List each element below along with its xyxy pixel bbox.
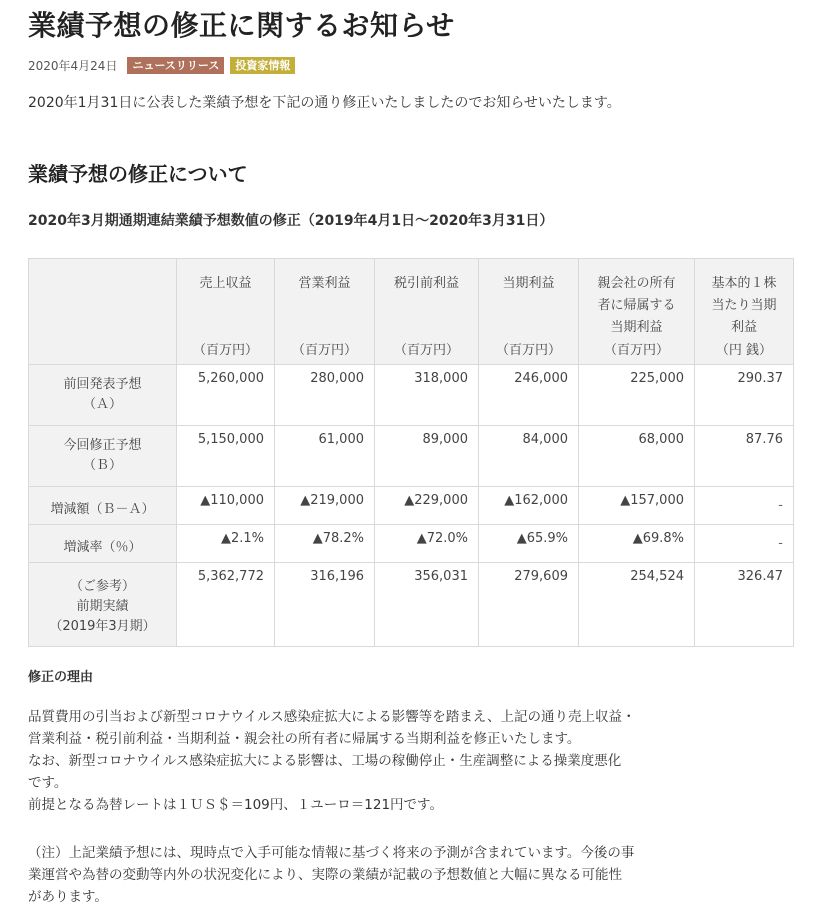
table-row [29, 525, 794, 563]
table-corner-cell [29, 259, 177, 365]
table-cell: 225,000 [579, 365, 695, 426]
table-cell: 356,031 [375, 563, 479, 647]
tag-investor-info[interactable]: 投資家情報 [230, 57, 295, 74]
publish-date: 2020年4月24日 [28, 58, 118, 73]
table-cell: 280,000 [275, 365, 375, 426]
reason-line: 営業利益・税引前利益・当期利益・親会社の所有者に帰属する当期利益を修正いたします。 [28, 731, 581, 747]
table-cell: 84,000 [479, 426, 579, 487]
table-cell: 5,362,772 [177, 563, 275, 647]
table-row [29, 365, 794, 426]
column-header: 親会社の所有 者に帰属する 当期利益 （百万円） [579, 259, 695, 365]
note-line: があります。 [28, 889, 108, 905]
table-cell: 326.47 [695, 563, 794, 647]
table-cell: 5,260,000 [177, 365, 275, 426]
row-header: 前回発表予想 （Ａ） [29, 365, 177, 426]
column-header: 営業利益 （百万円） [275, 259, 375, 365]
table-cell: ▲157,000 [579, 487, 695, 525]
column-unit: （円 銭） [715, 343, 773, 358]
table-row [29, 426, 794, 487]
table-row [29, 487, 794, 525]
table-cell: 318,000 [375, 365, 479, 426]
table-cell: ▲110,000 [177, 487, 275, 525]
table-cell: 68,000 [579, 426, 695, 487]
tag-news-release[interactable]: ニュースリリース [127, 57, 224, 74]
table-cell: ▲2.1% [177, 525, 275, 563]
article-meta [28, 56, 295, 74]
reason-heading: 修正の理由 [28, 670, 94, 685]
column-unit: （百万円） [291, 343, 357, 358]
table-caption: 2020年3月期通期連結業績予想数値の修正（2019年4月1日～2020年3月31日） [28, 213, 554, 229]
column-header: 基本的１株 当たり当期 利益 （円 銭） [695, 259, 794, 365]
table-cell: ▲219,000 [275, 487, 375, 525]
row-header: （ご参考） 前期実績 （2019年3月期） [29, 563, 177, 647]
row-header: 増減率（％） [29, 525, 177, 563]
table-cell: - [695, 525, 794, 563]
table-cell: ▲162,000 [479, 487, 579, 525]
table-cell: 254,524 [579, 563, 695, 647]
table-cell: 87.76 [695, 426, 794, 487]
table-cell: - [695, 487, 794, 525]
reason-line: です。 [28, 775, 68, 791]
table-cell: 290.37 [695, 365, 794, 426]
column-header: 売上収益 （百万円） [177, 259, 275, 365]
table-cell: 61,000 [275, 426, 375, 487]
column-unit: （百万円） [393, 343, 459, 358]
table-cell: 5,150,000 [177, 426, 275, 487]
table-row [29, 563, 794, 647]
table-cell: ▲78.2% [275, 525, 375, 563]
column-header: 税引前利益 （百万円） [375, 259, 479, 365]
table-cell: ▲229,000 [375, 487, 479, 525]
table-cell: 316,196 [275, 563, 375, 647]
reason-line: 前提となる為替レートは１ＵＳ＄＝109円、１ユーロ＝121円です。 [28, 797, 443, 813]
table-cell: 89,000 [375, 426, 479, 487]
column-header: 当期利益 （百万円） [479, 259, 579, 365]
table-cell: ▲69.8% [579, 525, 695, 563]
table-cell: 279,609 [479, 563, 579, 647]
table-cell: 246,000 [479, 365, 579, 426]
row-header: 今回修正予想 （Ｂ） [29, 426, 177, 487]
column-unit: （百万円） [192, 343, 258, 358]
table-cell: ▲65.9% [479, 525, 579, 563]
table-header-row [29, 259, 794, 365]
reason-line: 品質費用の引当および新型コロナウイルス感染症拡大による影響等を踏まえ、上記の通り売上収益・ [28, 709, 636, 725]
note-line: （注）上記業績予想には、現時点で入手可能な情報に基づく将来の予測が含まれています。今後の事 [28, 845, 635, 861]
disclaimer-note [28, 842, 768, 908]
reason-line: なお、新型コロナウイルス感染症拡大による影響は、工場の稼働停止・生産調整による操業度悪化 [28, 753, 622, 769]
table-cell: ▲72.0% [375, 525, 479, 563]
intro-text: 2020年1月31日に公表した業績予想を下記の通り修正いたしましたのでお知らせいたします。 [28, 95, 621, 111]
forecast-table [28, 258, 794, 647]
reason-body [28, 706, 768, 816]
page-title: 業績予想の修正に関するお知らせ [28, 9, 455, 42]
row-header: 増減額（Ｂ－Ａ） [29, 487, 177, 525]
column-unit: （百万円） [603, 343, 669, 358]
note-line: 業運営や為替の変動等内外の状況変化により、実際の業績が記載の予想数値と大幅に異なる可能性 [28, 867, 622, 883]
column-unit: （百万円） [495, 343, 561, 358]
section-heading: 業績予想の修正について [28, 162, 248, 186]
